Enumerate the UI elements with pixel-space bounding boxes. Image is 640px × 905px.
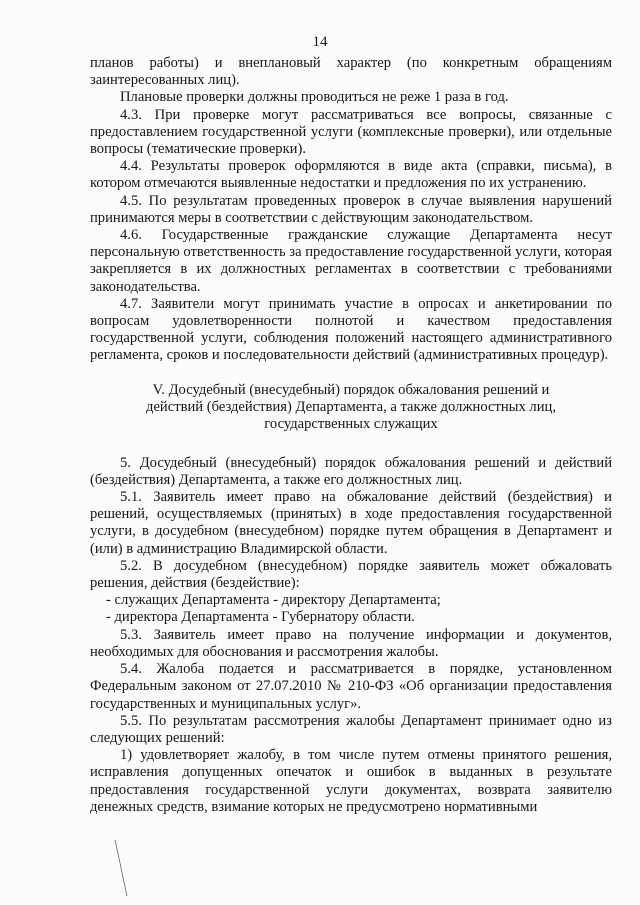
paragraph: 5.2. В досудебном (внесудебном) порядке заявитель может обжаловать решения, действия (бездействие): xyxy=(90,557,612,592)
paragraph: 1) удовлетворяет жалобу, в том числе путем отмены принятого решения, исправления допущенных опечаток и ошибок в выданных в результате предоставления государственной услуги документах, возврата заявителю денежных средств, взимание которых не предусмотрено нормативными xyxy=(90,747,612,815)
paragraph: 4.5. По результатам проведенных проверок в случае выявления нарушений принимаются меры в соответствии с действующим законодательством. xyxy=(90,192,612,226)
paragraph: - директора Департамента - Губернатору области. xyxy=(106,609,415,626)
paragraph: 5. Досудебный (внесудебный) порядок обжалования решений и действий (бездействия) Департамента, а также его должностных лиц. xyxy=(90,454,612,488)
document-body xyxy=(90,55,612,816)
paragraph: 5.3. Заявитель имеет право на получение информации и документов, необходимых для обоснования и рассмотрения жалобы. xyxy=(90,626,612,660)
paragraph: 5.5. По результатам рассмотрения жалобы Департамент принимает одно из следующих решений: xyxy=(90,712,612,746)
paragraph: 4.4. Результаты проверок оформляются в виде акта (справки, письма), в котором отмечаются выявленные недостатки и предложения по их устранению. xyxy=(90,158,612,192)
paragraph: 5.4. Жалоба подается и рассматривается в порядке, установленном Федеральным законом от 27.07.2010 № 210-ФЗ «Об организации предоставления государственных и муниципальных услуг». xyxy=(90,661,612,712)
page-number: 14 xyxy=(312,34,328,50)
pen-stroke-mark xyxy=(112,838,132,898)
paragraph: планов работы) и внеплановый характер (по конкретным обращениям заинтересованных лиц). xyxy=(90,55,612,89)
paragraph: 4.3. При проверке могут рассматриваться все вопросы, связанные с предоставлением государственной услуги (комплексные проверки), или отдельные вопросы (тематические проверки). xyxy=(90,106,612,158)
paragraph: - служащих Департамента - директору Департамента; xyxy=(106,592,441,609)
paragraph: 4.6. Государственные гражданские служащие Департамента несут персональную ответственность за предоставление государственной услуги, которая закрепляется в их должностных регламентах в соответствии с требованиями законодательства. xyxy=(90,227,612,295)
section-heading: V. Досудебный (внесудебный) порядок обжалования решений и действий (бездействия) Департамента, а также должностных лиц, государственных служащих xyxy=(146,381,556,432)
paragraph: 5.1. Заявитель имеет право на обжалование действий (бездействия) и решений, осуществляемых (принятых) в ходе предоставления государственной услуги, в досудебном (внесудебном) порядке путем обращения в Департамент и (или) в администрацию Владимирской области. xyxy=(90,489,612,557)
paragraph: Плановые проверки должны проводиться не реже 1 раза в год. xyxy=(120,89,509,106)
paragraph: 4.7. Заявители могут принимать участие в опросах и анкетировании по вопросам удовлетворенности полнотой и качеством предоставления государственной услуги, соблюдения положений настоящего административного регламента, сроков и последовательности действий (административных процедур). xyxy=(90,295,612,364)
